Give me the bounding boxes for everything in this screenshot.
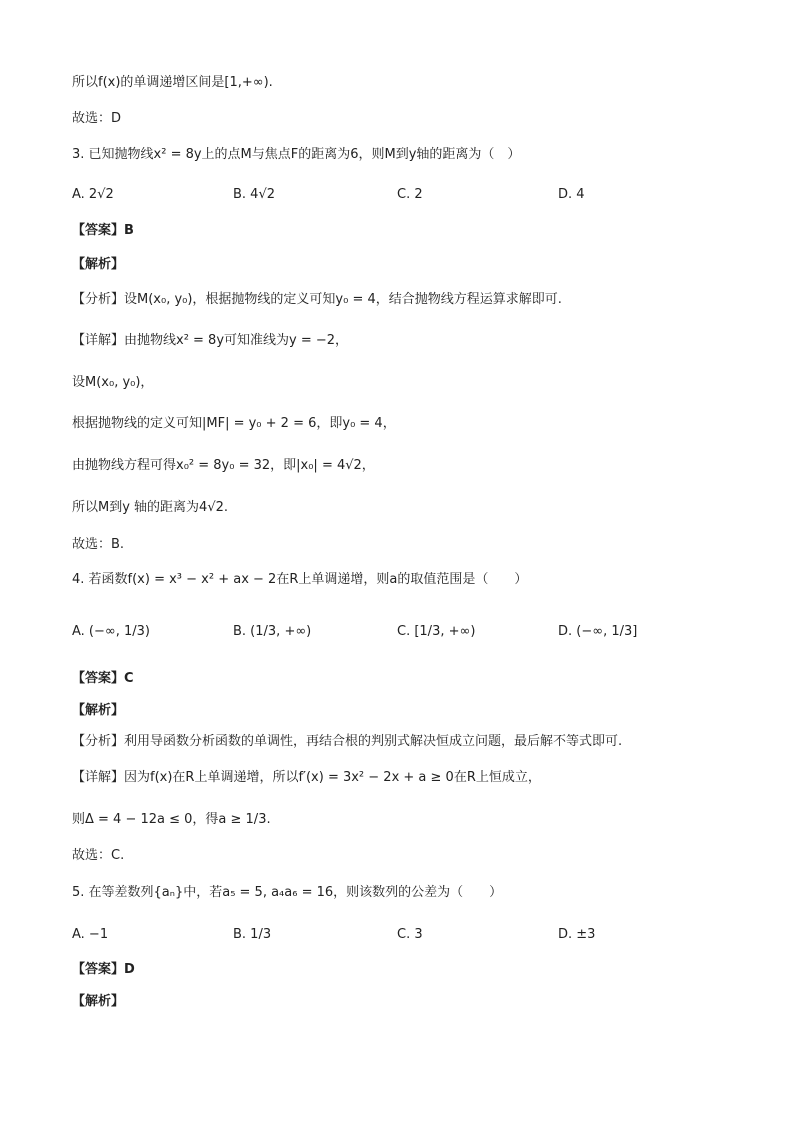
q5-analysis-heading: 【解析】	[72, 994, 125, 1009]
q4-answer: 【答案】C	[72, 671, 134, 686]
q4-detail-line: 则Δ = 4 − 12a ≤ 0，得a ≥ 1/3.	[72, 812, 271, 827]
q3-answer: 【答案】B	[72, 223, 134, 238]
q5-option-d: D. ±3	[558, 927, 596, 942]
q3-analysis-heading: 【解析】	[72, 257, 125, 272]
q3-detail-line: 所以M到y 轴的距离为4√2.	[72, 500, 229, 515]
q3-fenxi: 【分析】设M(x₀, y₀)，根据抛物线的定义可知y₀ = 4，结合抛物线方程运算求解即可.	[72, 292, 562, 307]
q5-option-c: C. 3	[397, 927, 423, 942]
q4-analysis-heading: 【解析】	[72, 703, 125, 718]
q3-option-b: B. 4√2	[233, 187, 276, 202]
q3-detail-line: 根据抛物线的定义可知|MF| = y₀ + 2 = 6，即y₀ = 4，	[72, 416, 396, 431]
prev-choice: 故选：D	[72, 111, 122, 126]
q4-option-b: B. (1/3, +∞)	[233, 624, 312, 639]
q4-option-a: A. (−∞, 1/3)	[72, 624, 150, 639]
q4-option-c: C. [1/3, +∞)	[397, 624, 476, 639]
q3-detail-line: 设M(x₀, y₀)，	[72, 375, 154, 390]
q3-choice: 故选：B.	[72, 537, 125, 552]
q4-detail-line: 【详解】因为f(x)在R上单调递增，所以f′(x) = 3x² − 2x + a ≥ 0在R上恒成立，	[72, 770, 541, 785]
q4-stem: 4. 若函数f(x) = x³ − x² + ax − 2在R上单调递增，则a的取值范围是（ ）	[72, 572, 528, 587]
q4-option-d: D. (−∞, 1/3]	[558, 624, 638, 639]
q3-detail-line: 【详解】由抛物线x² = 8y可知准线为y = −2，	[72, 333, 349, 348]
q4-fenxi: 【分析】利用导函数分析函数的单调性，再结合根的判别式解决恒成立问题，最后解不等式即可.	[72, 734, 623, 749]
q5-option-b: B. 1/3	[233, 927, 272, 942]
q4-choice: 故选：C.	[72, 848, 125, 863]
q3-option-a: A. 2√2	[72, 187, 114, 202]
prev-conclusion: 所以f(x)的单调递增区间是[1,+∞).	[72, 75, 273, 90]
q5-option-a: A. −1	[72, 927, 109, 942]
q3-option-d: D. 4	[558, 187, 585, 202]
q3-stem: 3. 已知抛物线x² = 8y上的点M与焦点F的距离为6，则M到y轴的距离为（ ）	[72, 147, 521, 162]
q5-stem: 5. 在等差数列{aₙ}中，若a₅ = 5, a₄a₆ = 16，则该数列的公差为（ ）	[72, 885, 503, 900]
q5-answer: 【答案】D	[72, 962, 135, 977]
q3-option-c: C. 2	[397, 187, 423, 202]
q3-detail-line: 由抛物线方程可得x₀² = 8y₀ = 32，即|x₀| = 4√2，	[72, 458, 375, 473]
